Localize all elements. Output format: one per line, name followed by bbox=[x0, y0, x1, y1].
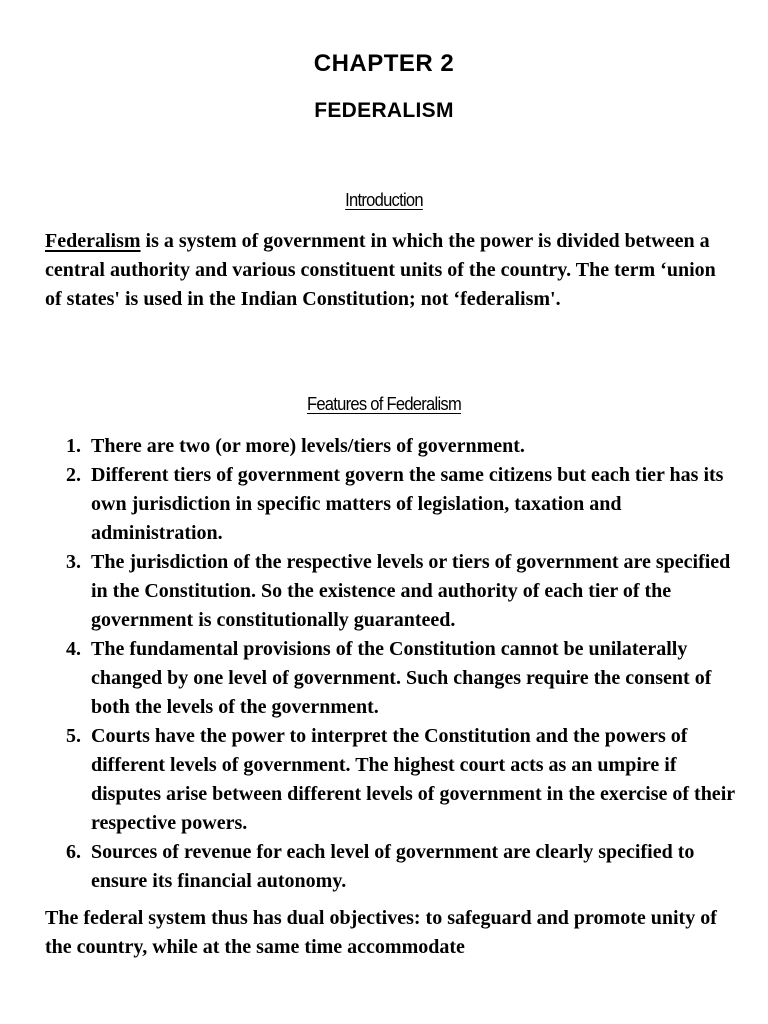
chapter-title: CHAPTER 2 bbox=[313, 50, 455, 77]
feature-item-6 bbox=[45, 838, 735, 896]
introduction-paragraph bbox=[45, 227, 735, 314]
federalism-term: Federalism bbox=[45, 230, 141, 252]
feature-number: 3. bbox=[66, 551, 81, 573]
feature-item-2 bbox=[45, 461, 735, 548]
feature-item-5 bbox=[45, 722, 735, 838]
chapter-subtitle: FEDERALISM bbox=[314, 99, 454, 122]
feature-number: 1. bbox=[66, 435, 81, 457]
feature-number: 5. bbox=[66, 725, 81, 747]
feature-number: 4. bbox=[66, 638, 81, 660]
features-list bbox=[45, 432, 735, 896]
feature-text: The fundamental provisions of the Constitution cannot be unilaterally changed by one level of government. Such changes require the consent of both the levels of the government. bbox=[91, 638, 712, 718]
feature-text: Different tiers of government govern the same citizens but each tier has its own jurisdiction in specific matters of legislation, taxation and administration. bbox=[91, 464, 724, 544]
feature-text: There are two (or more) levels/tiers of government. bbox=[91, 435, 525, 457]
feature-item-3 bbox=[45, 548, 735, 635]
feature-text: The jurisdiction of the respective levels or tiers of government are specified in the Constitution. So the existence and authority of each tier of the government is constitutionally guaranteed. bbox=[91, 551, 731, 631]
feature-number: 6. bbox=[66, 841, 81, 863]
features-heading: Features of Federalism bbox=[306, 394, 462, 414]
introduction-text: is a system of government in which the power is divided between a central authority and various constituent units of the country. The term ‘union of states' is used in the Indian Constitution; not ‘federalism'. bbox=[45, 230, 716, 310]
feature-text: Courts have the power to interpret the Constitution and the powers of different levels of government. The highest court acts as an umpire if disputes arise between different levels of government in the exercise of their respective powers. bbox=[91, 725, 735, 834]
feature-number: 2. bbox=[66, 464, 81, 486]
feature-text: Sources of revenue for each level of government are clearly specified to ensure its financial autonomy. bbox=[91, 841, 695, 892]
closing-paragraph: The federal system thus has dual objectives: to safeguard and promote unity of the country, while at the same time accommodate bbox=[45, 907, 717, 958]
introduction-heading: Introduction bbox=[345, 190, 423, 210]
feature-item-4 bbox=[45, 635, 735, 722]
feature-item-1 bbox=[45, 432, 735, 461]
